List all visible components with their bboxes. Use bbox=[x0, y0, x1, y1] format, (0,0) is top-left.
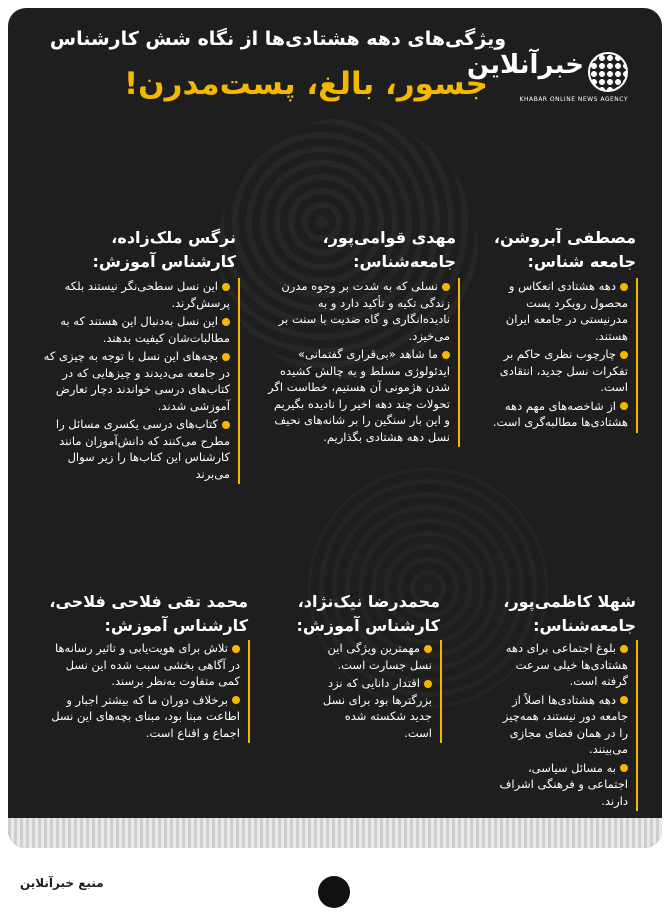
bullet-dot bbox=[222, 318, 230, 326]
source-credit: منبع خبرآنلاین bbox=[20, 876, 104, 890]
bullet-item: به مسائل سیاسی، اجتماعی و فرهنگی اشراف دارند. bbox=[499, 760, 628, 808]
panel-bottom-texture bbox=[8, 818, 662, 848]
bullet-dot bbox=[620, 696, 628, 704]
bullet-dot bbox=[442, 283, 450, 291]
bullet-dot bbox=[424, 680, 432, 688]
bullet-item: دهه هشتادی‌ها اصلاً از جامعه دور نیستند، همه‌چیز را در همان فضای مجازی می‌بینند. bbox=[502, 692, 628, 756]
bullet-dot bbox=[222, 421, 230, 429]
expert-role: جامعه‌شناس: bbox=[533, 616, 636, 635]
logo-subtext: KHABAR ONLINE NEWS AGENCY bbox=[519, 96, 628, 103]
bullet-dot bbox=[442, 351, 450, 359]
bullet-dot bbox=[222, 283, 230, 291]
expert-bullets bbox=[496, 640, 638, 811]
expert-role: کارشناس آموزش: bbox=[296, 616, 440, 635]
bullet-dot bbox=[620, 283, 628, 291]
page-subtitle: جسور، بالغ، پست‌مدرن! bbox=[124, 66, 488, 102]
bullet-dot bbox=[620, 764, 628, 772]
expert-name: مهدی قوامی‌پور، bbox=[322, 228, 456, 247]
khabaronline-logo[interactable] bbox=[466, 50, 628, 110]
bullet-item: این نسل به‌دنبال این هستند که به مطالبات‌شان کیفیت بدهند. bbox=[60, 314, 230, 345]
bullet-item: این نسل سطحی‌نگر نیستند بلکه پرسش‌گرند. bbox=[64, 279, 230, 310]
bullet-item: دهه هشتادی انعکاس و محصول رویکرد پست مدرنیستی در جامعه ایران هستند. bbox=[505, 279, 628, 343]
expert-name: نرگس ملک‌زاده، bbox=[111, 228, 236, 247]
page-indicator-dot bbox=[318, 876, 350, 908]
bullet-dot bbox=[620, 402, 628, 410]
expert-bullets bbox=[268, 278, 460, 447]
bullet-dot bbox=[620, 351, 628, 359]
bullet-item: تلاش برای هویت‌یابی و تاثیر رسانه‌ها در آگاهی بخشی سبب شده این نسل کمی متفاوت به‌نظر برسند. bbox=[54, 641, 240, 688]
bullet-dot bbox=[424, 645, 432, 653]
bullet-item: کتاب‌های درسی یکسری مسائل را مطرح می‌کنند که دانش‌آموزان مانند کارشناس این کتاب‌ها را زیر سوال می‌برند bbox=[55, 417, 230, 481]
bullet-item: از شاخصه‌های مهم دهه هشتادی‌ها مطالبه‌گری است. bbox=[492, 398, 628, 429]
expert-bullets bbox=[38, 278, 240, 484]
expert-name: مصطفی آبروشن، bbox=[493, 228, 636, 247]
expert-role: کارشناس آموزش: bbox=[104, 616, 248, 635]
expert-name: شهلا کاظمی‌پور، bbox=[503, 592, 636, 611]
bullet-dot bbox=[232, 645, 240, 653]
expert-role: جامعه شناس: bbox=[527, 252, 636, 271]
bullet-item: چارچوب نظری حاکم بر تفکرات نسل جدید، انتقادی است. bbox=[499, 347, 628, 394]
expert-bullets bbox=[44, 640, 250, 743]
bullet-item: برخلاف دوران ما که بیشتر اجبار و اطاعت مبنا بود، مبنای بچه‌های این نسل اجماع و اقناع است. bbox=[51, 692, 240, 740]
expert-role: جامعه‌شناس: bbox=[353, 252, 456, 271]
bullet-item: نسلی که به شدت بر وجوه مدرن زندگی تکیه و تأکید دارد و به نادیده‌انگاری و گاه ضدیت با سنت بر می‌خیزد. bbox=[278, 279, 450, 343]
bullet-item: ما شاهد «بی‌قراری گفتمانی» ایدئولوژی مسلط و به چالش کشیده شدن هژمونی آن هستیم، خطاست اگر تحولات چند دهه اخیر را نادیده بگیریم و این بار سنگین را بر شانه‌های نحیف نسل دهه هشتادی بگذاریم. bbox=[268, 347, 450, 444]
expert-bullets bbox=[314, 640, 442, 743]
bullet-dot bbox=[620, 645, 628, 653]
page-title: ویژگی‌های دهه هشتادی‌ها از نگاه شش کارشناس bbox=[49, 28, 507, 50]
bullet-dot bbox=[232, 696, 240, 704]
expert-name: محمدرضا نیک‌نژاد، bbox=[297, 592, 440, 611]
bullet-item: بلوغ اجتماعی برای دهه هشتادی‌ها خیلی سرعت گرفته است. bbox=[505, 641, 628, 688]
bullet-item: اقتدار دانایی که نزد بزرگترها بود برای نسل جدید شکسته شده است. bbox=[322, 676, 432, 740]
globe-icon bbox=[588, 52, 628, 92]
infographic-panel bbox=[8, 8, 662, 848]
expert-name: محمد تقی فلاحی فلاحی، bbox=[49, 592, 248, 611]
bullet-dot bbox=[222, 353, 230, 361]
expert-role: کارشناس آموزش: bbox=[92, 252, 236, 271]
bullet-item: مهمترین ویژگی این نسل جسارت است. bbox=[327, 641, 432, 672]
expert-bullets bbox=[486, 278, 638, 433]
logo-text: خبرآنلاین bbox=[466, 50, 584, 80]
bullet-item: بچه‌های این نسل با توجه به چیزی که در جامعه می‌دیدند و چیزهایی که در کتاب‌های درسی خواندند دچار تعارض آموزشی شدند. bbox=[43, 349, 230, 413]
